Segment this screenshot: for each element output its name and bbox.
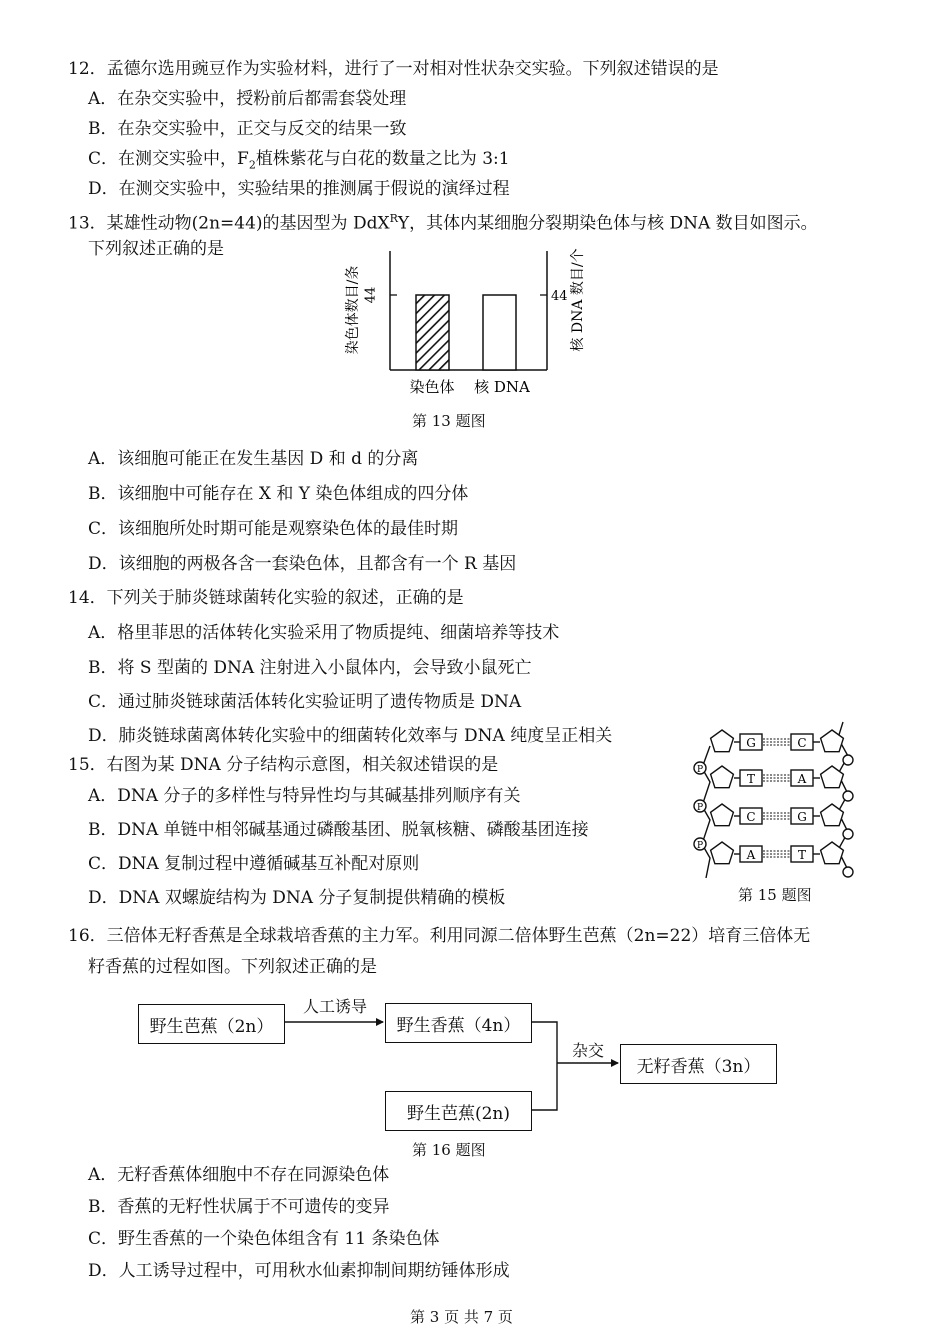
phosphate-right	[843, 867, 853, 877]
q15-option-c: C．DNA 复制过程中遵循碱基互补配对原则	[88, 854, 420, 874]
q12-option-d: D．在测交实验中，实验结果的推测属于假说的演绎过程	[88, 179, 510, 199]
deoxyribose-left	[711, 804, 734, 826]
q16-stem-line1: 16．三倍体无籽香蕉是全球栽培香蕉的主力军。利用同源二倍体野生芭蕉（2n=22）培育三倍体无	[68, 926, 811, 946]
q16-option-a: A．无籽香蕉体细胞中不存在同源染色体	[88, 1165, 390, 1185]
q15-option-a: A．DNA 分子的多样性与特异性均与其碱基排列顺序有关	[88, 786, 521, 806]
bar-chromosome	[416, 295, 449, 370]
q13-bar-chart	[335, 245, 605, 410]
q15-stem: 15．右图为某 DNA 分子结构示意图，相关叙述错误的是	[68, 755, 499, 775]
base-right-label: G	[797, 810, 807, 824]
deoxyribose-left	[711, 730, 734, 752]
q14-option-c: C．通过肺炎链球菌活体转化实验证明了遗传物质是 DNA	[88, 692, 522, 712]
flow-box-seedless-banana-3n: 无籽香蕉（3n）	[620, 1044, 777, 1084]
q13-option-d: D．该细胞的两极各含一套染色体，且都含有一个 R 基因	[88, 554, 517, 574]
q13-figure-caption: 第 13 题图	[412, 412, 486, 430]
q14-option-a: A．格里菲思的活体转化实验采用了物质提纯、细菌培养等技术	[88, 623, 560, 643]
deoxyribose-left	[711, 766, 734, 788]
phosphate-label: P	[696, 765, 704, 775]
flow-box-wild-banana-4n: 野生香蕉（4n）	[385, 1003, 532, 1043]
flow-label-induction: 人工诱导	[303, 997, 368, 1016]
q14-option-d: D．肺炎链球菌离体转化实验中的细菌转化效率与 DNA 纯度呈正相关	[88, 726, 613, 746]
q13-option-a: A．该细胞可能正在发生基因 D 和 d 的分离	[88, 449, 419, 469]
right-tick-label: 44	[551, 289, 568, 304]
x-label-chromosome: 染色体	[409, 378, 455, 396]
q12-option-c: C．在测交实验中，$F_2$植株紫花与白花的数量之比为 3:1	[88, 149, 510, 172]
phosphate-right	[843, 791, 853, 801]
deoxyribose-left	[711, 842, 734, 864]
phosphate-right	[843, 755, 853, 765]
base-right-label: A	[797, 772, 807, 786]
q15-option-b: B．DNA 单链中相邻碱基通过磷酸基团、脱氧核糖、磷酸基团连接	[88, 820, 589, 840]
flow-box-wild-plantain-2n: 野生芭蕉（2n）	[138, 1004, 285, 1044]
bar-nuclear-dna	[483, 295, 516, 370]
q15-figure-caption: 第 15 题图	[738, 886, 812, 904]
flow-box-wild-plantain-2n-second: 野生芭蕉(2n)	[385, 1091, 532, 1131]
q12-option-a: A．在杂交实验中，授粉前后都需套袋处理	[88, 89, 407, 109]
base-left-label: G	[746, 736, 756, 750]
page-footer: 第 3 页 共 7 页	[410, 1308, 513, 1326]
flow-bracket	[531, 1022, 557, 1110]
base-left-label: C	[746, 810, 756, 824]
q16-option-c: C．野生香蕉的一个染色体组含有 11 条染色体	[88, 1229, 440, 1249]
q16-figure-caption: 第 16 题图	[412, 1141, 486, 1159]
q13-stem-line2: 下列叙述正确的是	[88, 239, 224, 259]
q13-option-c: C．该细胞所处时期可能是观察染色体的最佳时期	[88, 519, 459, 539]
base-left-label: T	[746, 772, 756, 786]
q15-dna-diagram	[688, 718, 868, 886]
phosphate-label: P	[696, 841, 704, 851]
x-label-nuclear-dna: 核 DNA	[474, 378, 530, 396]
phosphate-right	[843, 829, 853, 839]
base-right-label: T	[797, 848, 807, 862]
q13-stem: 13．某雄性动物(2n=44)的基因型为 DdX$^R$Y，其体内某细胞分裂期染色体与核 DNA 数目如图示。	[68, 212, 818, 234]
q16-stem-line2: 籽香蕉的过程如图。下列叙述正确的是	[88, 957, 377, 977]
q12-option-b: B．在杂交实验中，正交与反交的结果一致	[88, 119, 407, 139]
q16-option-d: D．人工诱导过程中，可用秋水仙素抑制间期纺锤体形成	[88, 1261, 510, 1281]
phosphate-label: P	[696, 803, 704, 813]
q15-option-d: D．DNA 双螺旋结构为 DNA 分子复制提供精确的模板	[88, 888, 506, 908]
q16-option-b: B．香蕉的无籽性状属于不可遗传的变异	[88, 1197, 390, 1217]
flow-label-cross: 杂交	[572, 1041, 605, 1060]
right-axis-label: 核 DNA 数目/个	[570, 248, 586, 352]
left-tick-label: 44	[363, 286, 379, 304]
base-right-label: C	[797, 736, 807, 750]
q13-option-b: B．该细胞中可能存在 X 和 Y 染色体组成的四分体	[88, 484, 469, 504]
base-left-label: A	[746, 848, 756, 862]
q14-option-b: B．将 S 型菌的 DNA 注射进入小鼠体内，会导致小鼠死亡	[88, 658, 532, 678]
q12-stem: 12．孟德尔选用豌豆作为实验材料，进行了一对相对性状杂交实验。下列叙述错误的是	[68, 59, 719, 79]
left-axis-label: 染色体数目/条	[345, 265, 361, 355]
q14-stem: 14．下列关于肺炎链球菌转化实验的叙述，正确的是	[68, 588, 464, 608]
